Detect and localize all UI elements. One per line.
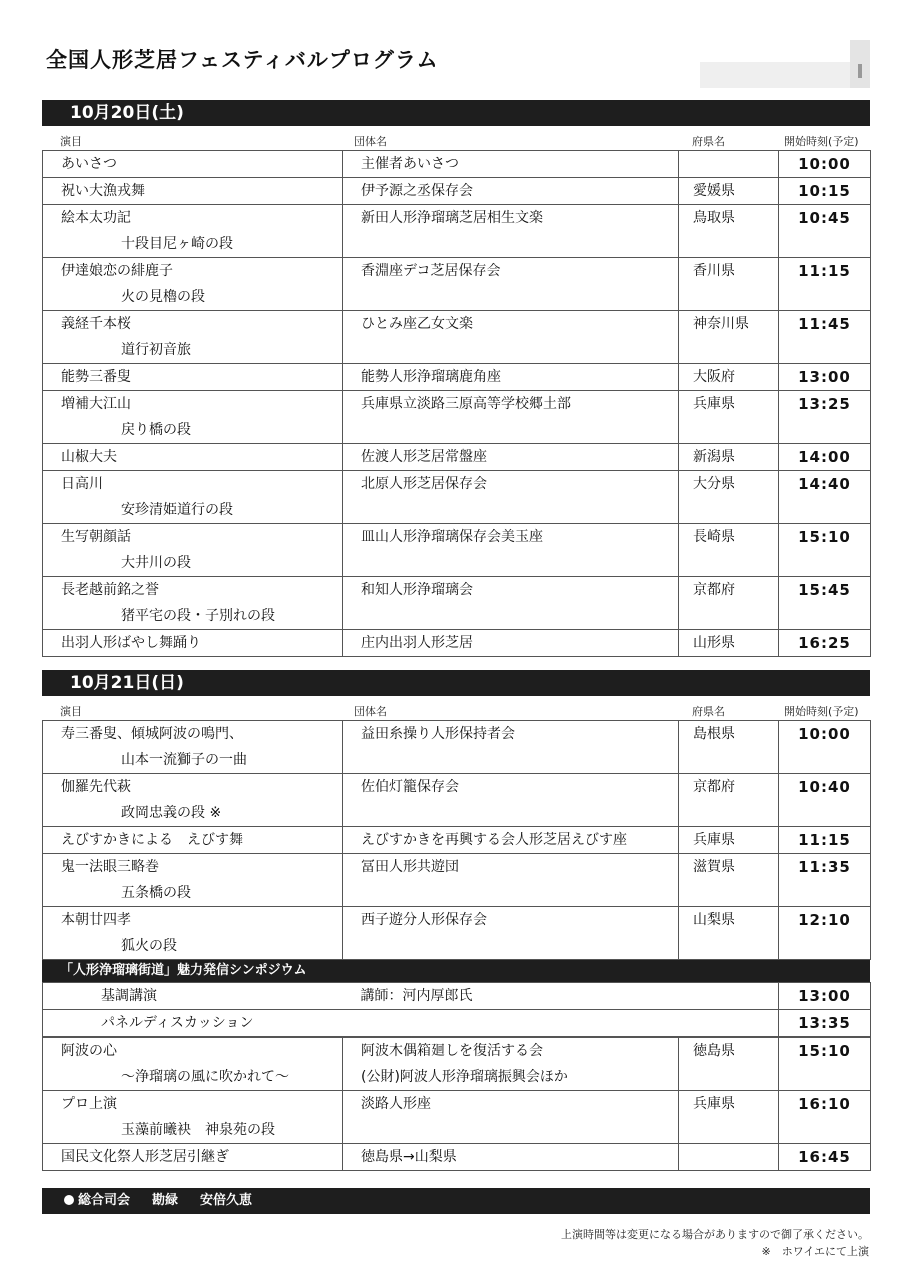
start-time: 16:25 (798, 634, 851, 652)
program-row (43, 854, 871, 907)
col-pref: 府県名 (692, 705, 725, 718)
program-row (43, 391, 871, 444)
start-time: 11:45 (798, 315, 851, 333)
program-cell (43, 205, 343, 258)
program-subtitle: 玉藻前曦袂 神泉苑の段 (121, 1122, 275, 1138)
program-row (43, 524, 871, 577)
group-name: 益田糸操り人形保持者会 (361, 726, 515, 742)
start-time: 13:35 (798, 1014, 851, 1032)
program-title: 祝い大漁戎舞 (61, 183, 145, 199)
group-cell (343, 721, 679, 774)
group-cell (343, 1010, 779, 1037)
start-time: 13:25 (798, 395, 851, 413)
group-cell (343, 827, 679, 854)
time-cell (779, 630, 871, 657)
time-cell (779, 1038, 871, 1091)
group-name: 香淵座デコ芝居保存会 (361, 263, 501, 279)
prefecture: 大分県 (693, 476, 735, 492)
time-cell (779, 983, 871, 1010)
group-cell (343, 774, 679, 827)
program-cell (43, 364, 343, 391)
prefecture-cell (679, 827, 779, 854)
time-cell (779, 364, 871, 391)
start-time: 15:10 (798, 528, 851, 546)
program-subtitle: 安珍清姫道行の段 (121, 502, 233, 518)
program-cell (43, 444, 343, 471)
note-schedule-change: 上演時間等は変更になる場合がありますので御了承ください。 (561, 1228, 869, 1241)
col-time: 開始時刻(予定) (784, 135, 859, 148)
program-cell (43, 178, 343, 205)
prefecture: 山梨県 (693, 912, 735, 928)
program-row (43, 151, 871, 178)
day2-section (42, 670, 870, 1171)
day1-section (42, 100, 870, 657)
prefecture-cell (679, 1038, 779, 1091)
group-name: 西子遊分人形保存会 (361, 912, 487, 928)
group-name: 冨田人形共遊団 (361, 859, 459, 875)
bullet-icon (64, 1195, 74, 1205)
program-cell (43, 630, 343, 657)
prefecture: 兵庫県 (693, 832, 735, 848)
group-cell (343, 205, 679, 258)
program-title: 国民文化祭人形芝居引継ぎ (61, 1149, 229, 1165)
time-cell (779, 907, 871, 960)
group-name: 和知人形浄瑠璃会 (361, 582, 473, 598)
group-name: 皿山人形浄瑠璃保存会美玉座 (361, 529, 543, 545)
program-subtitle: 十段目尼ヶ崎の段 (121, 236, 233, 252)
prefecture: 滋賀県 (693, 859, 735, 875)
group-name: 佐渡人形芝居常盤座 (361, 449, 487, 465)
time-cell (779, 827, 871, 854)
program-row (43, 721, 871, 774)
group-name: 北原人形芝居保存会 (361, 476, 487, 492)
program-cell (43, 311, 343, 364)
program-title: 生写朝顔話 (61, 529, 131, 545)
program-row (43, 364, 871, 391)
group-cell (343, 471, 679, 524)
program-row (43, 774, 871, 827)
start-time: 16:45 (798, 1148, 851, 1166)
group-cell (343, 1091, 679, 1144)
time-cell (779, 178, 871, 205)
program-row (43, 630, 871, 657)
program-cell (43, 1144, 343, 1171)
mc-role: 勘緑 (152, 1193, 179, 1208)
program-cell (43, 151, 343, 178)
program-cell (43, 827, 343, 854)
prefecture: 兵庫県 (693, 1096, 735, 1112)
program-row (43, 577, 871, 630)
day2-table (42, 720, 871, 960)
col-group: 団体名 (354, 135, 387, 148)
prefecture: 徳島県 (693, 1043, 735, 1059)
group-cell (343, 258, 679, 311)
group-name: 講師：河内厚郎氏 (360, 988, 473, 1004)
program-title: 伊達娘恋の緋鹿子 (61, 263, 173, 279)
time-cell (779, 854, 871, 907)
program-cell (43, 391, 343, 444)
start-time: 10:40 (798, 778, 851, 796)
prefecture-cell (679, 151, 779, 178)
program-title: 日高川 (61, 476, 103, 492)
program-row (43, 1038, 871, 1091)
program-cell (43, 1010, 343, 1037)
prefecture: 神奈川県 (693, 316, 749, 332)
prefecture: 愛媛県 (693, 183, 735, 199)
group-name: 主催者あいさつ (361, 156, 459, 172)
time-cell (779, 444, 871, 471)
group-cell (343, 311, 679, 364)
prefecture: 長崎県 (693, 529, 735, 545)
program-cell (43, 471, 343, 524)
program-title: 能勢三番叟 (61, 369, 131, 385)
time-cell (779, 774, 871, 827)
program-title: あいさつ (61, 156, 117, 172)
group-cell (343, 1038, 679, 1091)
prefecture-cell (679, 444, 779, 471)
symposium-row (43, 983, 871, 1010)
start-time: 14:00 (798, 448, 851, 466)
prefecture-cell (679, 774, 779, 827)
group-name: 新田人形浄瑠璃芝居相生文楽 (361, 210, 543, 226)
group-name: ひとみ座乙女文楽 (361, 316, 473, 332)
start-time: 13:00 (798, 368, 851, 386)
col-pref: 府県名 (692, 135, 725, 148)
program-row (43, 205, 871, 258)
program-cell (43, 1091, 343, 1144)
time-cell (779, 471, 871, 524)
program-row (43, 258, 871, 311)
program-subtitle: 大井川の段 (121, 555, 191, 571)
prefecture-cell (679, 364, 779, 391)
program-subtitle: 政岡忠義の段 ※ (121, 805, 222, 821)
group-name: 庄内出羽人形芝居 (361, 635, 473, 651)
group-cell (343, 630, 679, 657)
start-time: 15:10 (798, 1042, 851, 1060)
time-cell (779, 524, 871, 577)
group-cell (343, 854, 679, 907)
prefecture: 京都府 (693, 582, 735, 598)
start-time: 10:15 (798, 182, 851, 200)
time-cell (779, 577, 871, 630)
prefecture-cell (679, 391, 779, 444)
col-program: 演目 (60, 135, 82, 148)
symposium-table (42, 982, 871, 1037)
day1-table (42, 150, 871, 657)
program-cell (43, 854, 343, 907)
symposium-row (43, 1010, 871, 1037)
program-row (43, 471, 871, 524)
mc-name: 安倍久恵 (200, 1193, 253, 1208)
program-title: 伽羅先代萩 (61, 779, 131, 795)
group-cell (343, 444, 679, 471)
prefecture-cell (679, 471, 779, 524)
mc-label: 総合司会 (78, 1193, 131, 1208)
prefecture: 新潟県 (693, 449, 735, 465)
group-cell (343, 577, 679, 630)
start-time: 10:45 (798, 209, 851, 227)
time-cell (779, 205, 871, 258)
program-subtitle: 山本一流獅子の一曲 (121, 752, 247, 768)
col-program: 演目 (60, 705, 82, 718)
program-subtitle: 火の見櫓の段 (121, 289, 205, 305)
prefecture-cell (679, 907, 779, 960)
symposium-header: 「人形浄瑠璃街道」魅力発信シンポジウム (42, 960, 870, 982)
prefecture-cell (679, 854, 779, 907)
program-row (43, 1144, 871, 1171)
group-cell (343, 907, 679, 960)
start-time: 16:10 (798, 1095, 851, 1113)
program-subtitle: 猪平宅の段・子別れの段 (121, 608, 275, 624)
prefecture: 山形県 (693, 635, 735, 651)
group-name: 兵庫県立淡路三原高等学校郷土部 (361, 396, 571, 412)
group-cell (343, 178, 679, 205)
program-row (43, 178, 871, 205)
prefecture-cell (679, 178, 779, 205)
prefecture: 鳥取県 (693, 210, 735, 226)
program-cell (43, 774, 343, 827)
start-time: 12:10 (798, 911, 851, 929)
program-row (43, 311, 871, 364)
program-title: 増補大江山 (61, 396, 131, 412)
program-subtitle: 道行初音旅 (121, 342, 191, 358)
program-cell (43, 258, 343, 311)
program-cell (43, 524, 343, 577)
col-group: 団体名 (354, 705, 387, 718)
program-title: えびすかきによる えびす舞 (61, 832, 243, 848)
group-name: 能勢人形浄瑠璃鹿角座 (361, 369, 501, 385)
prefecture: 兵庫県 (693, 396, 735, 412)
time-cell (779, 258, 871, 311)
program-cell (43, 907, 343, 960)
start-time: 11:15 (798, 831, 851, 849)
group-name-2: (公財)阿波人形浄瑠璃振興会ほか (361, 1069, 568, 1085)
group-name: 徳島県→山梨県 (361, 1149, 457, 1165)
group-name: 佐伯灯籠保存会 (361, 779, 459, 795)
group-cell (343, 151, 679, 178)
scan-smudge (700, 40, 870, 88)
program-title: 義経千本桜 (61, 316, 131, 332)
start-time: 11:15 (798, 262, 851, 280)
program-title: 阿波の心 (61, 1043, 117, 1059)
program-row (43, 907, 871, 960)
prefecture: 大阪府 (693, 369, 735, 385)
time-cell (779, 1144, 871, 1171)
day1-header: 10月20日(土) (42, 100, 870, 126)
prefecture: 香川県 (693, 263, 735, 279)
program-title: プロ上演 (61, 1096, 117, 1112)
group-name: 阿波木偶箱廻しを復活する会 (361, 1043, 543, 1059)
program-title: 基調講演 (101, 988, 157, 1004)
prefecture-cell (679, 721, 779, 774)
group-name: 伊予源之丞保存会 (361, 183, 473, 199)
prefecture-cell (679, 311, 779, 364)
start-time: 13:00 (798, 987, 851, 1005)
time-cell (779, 1010, 871, 1037)
program-subtitle: ～浄瑠璃の風に吹かれて～ (121, 1069, 289, 1085)
time-cell (779, 151, 871, 178)
program-row (43, 1091, 871, 1144)
program-row (43, 444, 871, 471)
time-cell (779, 1091, 871, 1144)
program-cell (43, 983, 343, 1010)
group-cell (343, 524, 679, 577)
group-cell (343, 391, 679, 444)
program-cell (43, 721, 343, 774)
program-subtitle: 五条橋の段 (121, 885, 191, 901)
page-title: 全国人形芝居フェスティバルプログラム (46, 48, 439, 72)
start-time: 15:45 (798, 581, 851, 599)
prefecture-cell (679, 524, 779, 577)
start-time: 14:40 (798, 475, 851, 493)
day2-column-headers (42, 696, 870, 720)
group-cell (343, 364, 679, 391)
program-subtitle: 戻り橋の段 (121, 422, 191, 438)
program-title: 寿三番叟、傾城阿波の鳴門、 (61, 726, 243, 742)
group-cell (343, 1144, 679, 1171)
prefecture-cell (679, 577, 779, 630)
day2-header: 10月21日(日) (42, 670, 870, 696)
prefecture-cell (679, 258, 779, 311)
time-cell (779, 721, 871, 774)
start-time: 10:00 (798, 155, 851, 173)
start-time: 11:35 (798, 858, 851, 876)
group-cell (343, 983, 779, 1010)
program-title: 山椒大夫 (61, 449, 117, 465)
col-time: 開始時刻(予定) (784, 705, 859, 718)
program-cell (43, 577, 343, 630)
program-title: 出羽人形ばやし舞踊り (61, 635, 201, 651)
program-title: 絵本太功記 (61, 210, 131, 226)
program-title: 鬼一法眼三略巻 (61, 859, 159, 875)
footer-mc-bar (42, 1188, 870, 1214)
prefecture: 島根県 (693, 726, 735, 742)
prefecture: 京都府 (693, 779, 735, 795)
program-title: パネルディスカッション (101, 1015, 254, 1031)
note-foyer: ※ ホワイエにて上演 (761, 1245, 869, 1258)
prefecture-cell (679, 1144, 779, 1171)
program-title: 長老越前銘之誉 (61, 582, 159, 598)
program-cell (43, 1038, 343, 1091)
prefecture-cell (679, 1091, 779, 1144)
time-cell (779, 311, 871, 364)
program-row (43, 827, 871, 854)
group-name: えびすかきを再興する会人形芝居えびす座 (361, 832, 627, 848)
program-title: 本朝廿四孝 (61, 912, 131, 928)
prefecture-cell (679, 630, 779, 657)
time-cell (779, 391, 871, 444)
start-time: 10:00 (798, 725, 851, 743)
program-subtitle: 狐火の段 (121, 938, 177, 954)
day2-afternoon-table (42, 1037, 871, 1171)
group-name: 淡路人形座 (361, 1096, 431, 1112)
prefecture-cell (679, 205, 779, 258)
day1-column-headers (42, 126, 870, 150)
